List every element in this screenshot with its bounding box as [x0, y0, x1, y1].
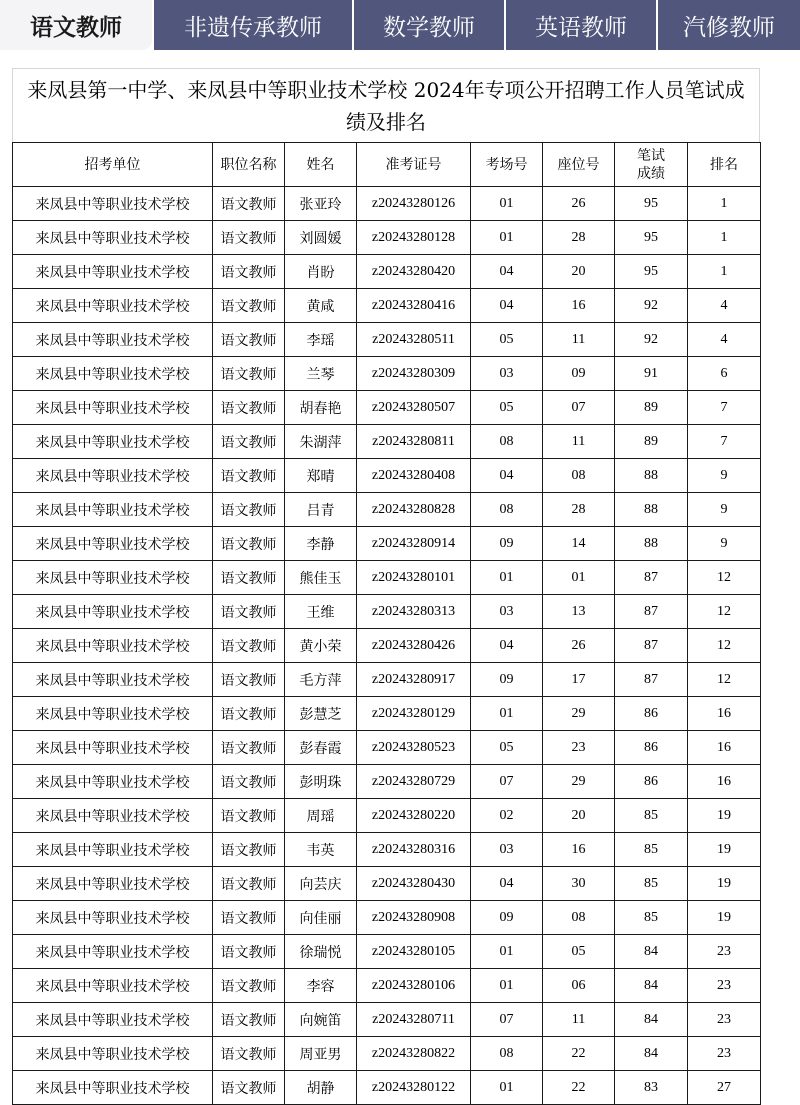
cell-unit: 来凤县中等职业技术学校 — [13, 867, 213, 901]
header-position: 职位名称 — [213, 143, 285, 187]
cell-position: 语文教师 — [213, 1003, 285, 1037]
cell-ticket: z20243280220 — [357, 799, 471, 833]
cell-rank: 12 — [688, 595, 761, 629]
table-row — [13, 527, 761, 561]
cell-score: 84 — [615, 935, 688, 969]
cell-rank: 23 — [688, 935, 761, 969]
cell-unit: 来凤县中等职业技术学校 — [13, 391, 213, 425]
table-row — [13, 1003, 761, 1037]
cell-room: 04 — [471, 255, 543, 289]
cell-position: 语文教师 — [213, 901, 285, 935]
cell-ticket: z20243280811 — [357, 425, 471, 459]
cell-unit: 来凤县中等职业技术学校 — [13, 323, 213, 357]
cell-name: 吕青 — [285, 493, 357, 527]
cell-seat: 13 — [543, 595, 615, 629]
cell-rank: 4 — [688, 323, 761, 357]
table-row — [13, 459, 761, 493]
cell-name: 李容 — [285, 969, 357, 1003]
header-unit: 招考单位 — [13, 143, 213, 187]
cell-name: 胡静 — [285, 1071, 357, 1105]
cell-rank: 7 — [688, 391, 761, 425]
table-row — [13, 221, 761, 255]
cell-unit: 来凤县中等职业技术学校 — [13, 1037, 213, 1071]
cell-score: 86 — [615, 765, 688, 799]
table-row — [13, 187, 761, 221]
cell-room: 09 — [471, 527, 543, 561]
cell-name: 胡春艳 — [285, 391, 357, 425]
table-row — [13, 357, 761, 391]
cell-unit: 来凤县中等职业技术学校 — [13, 459, 213, 493]
cell-position: 语文教师 — [213, 493, 285, 527]
table-row — [13, 255, 761, 289]
cell-unit: 来凤县中等职业技术学校 — [13, 357, 213, 391]
cell-ticket: z20243280420 — [357, 255, 471, 289]
table-row — [13, 935, 761, 969]
cell-ticket: z20243280106 — [357, 969, 471, 1003]
cell-name: 刘圆媛 — [285, 221, 357, 255]
cell-unit: 来凤县中等职业技术学校 — [13, 901, 213, 935]
cell-ticket: z20243280914 — [357, 527, 471, 561]
cell-position: 语文教师 — [213, 867, 285, 901]
cell-seat: 26 — [543, 187, 615, 221]
cell-seat: 14 — [543, 527, 615, 561]
header-seat: 座位号 — [543, 143, 615, 187]
cell-position: 语文教师 — [213, 697, 285, 731]
cell-position: 语文教师 — [213, 1071, 285, 1105]
cell-rank: 9 — [688, 459, 761, 493]
cell-unit: 来凤县中等职业技术学校 — [13, 527, 213, 561]
table-row — [13, 663, 761, 697]
cell-score: 84 — [615, 1037, 688, 1071]
cell-position: 语文教师 — [213, 663, 285, 697]
cell-score: 84 — [615, 1003, 688, 1037]
cell-rank: 19 — [688, 833, 761, 867]
cell-name: 彭明珠 — [285, 765, 357, 799]
table-row — [13, 765, 761, 799]
cell-rank: 23 — [688, 1003, 761, 1037]
cell-ticket: z20243280122 — [357, 1071, 471, 1105]
cell-score: 85 — [615, 833, 688, 867]
table-row — [13, 731, 761, 765]
cell-rank: 1 — [688, 255, 761, 289]
cell-seat: 01 — [543, 561, 615, 595]
cell-ticket: z20243280126 — [357, 187, 471, 221]
cell-rank: 12 — [688, 629, 761, 663]
cell-room: 03 — [471, 357, 543, 391]
cell-unit: 来凤县中等职业技术学校 — [13, 221, 213, 255]
cell-rank: 23 — [688, 1037, 761, 1071]
cell-ticket: z20243280828 — [357, 493, 471, 527]
cell-room: 05 — [471, 323, 543, 357]
cell-seat: 09 — [543, 357, 615, 391]
cell-seat: 11 — [543, 323, 615, 357]
cell-seat: 29 — [543, 697, 615, 731]
tab-auto-repair-teacher[interactable]: 汽修教师 — [658, 0, 800, 50]
cell-room: 01 — [471, 697, 543, 731]
cell-seat: 17 — [543, 663, 615, 697]
cell-ticket: z20243280416 — [357, 289, 471, 323]
cell-name: 李静 — [285, 527, 357, 561]
cell-unit: 来凤县中等职业技术学校 — [13, 493, 213, 527]
cell-name: 黄咸 — [285, 289, 357, 323]
cell-position: 语文教师 — [213, 629, 285, 663]
cell-score: 84 — [615, 969, 688, 1003]
tab-english-teacher[interactable]: 英语教师 — [506, 0, 656, 50]
cell-room: 04 — [471, 629, 543, 663]
cell-position: 语文教师 — [213, 459, 285, 493]
cell-score: 85 — [615, 799, 688, 833]
cell-rank: 16 — [688, 731, 761, 765]
cell-seat: 16 — [543, 289, 615, 323]
cell-seat: 05 — [543, 935, 615, 969]
cell-room: 09 — [471, 901, 543, 935]
cell-position: 语文教师 — [213, 187, 285, 221]
cell-unit: 来凤县中等职业技术学校 — [13, 1003, 213, 1037]
cell-ticket: z20243280128 — [357, 221, 471, 255]
cell-name: 徐瑞悦 — [285, 935, 357, 969]
cell-room: 08 — [471, 425, 543, 459]
cell-position: 语文教师 — [213, 561, 285, 595]
cell-ticket: z20243280408 — [357, 459, 471, 493]
tab-heritage-teacher[interactable]: 非遗传承教师 — [154, 0, 352, 50]
cell-unit: 来凤县中等职业技术学校 — [13, 765, 213, 799]
cell-score: 91 — [615, 357, 688, 391]
cell-name: 肖盼 — [285, 255, 357, 289]
cell-seat: 26 — [543, 629, 615, 663]
table-row — [13, 629, 761, 663]
cell-name: 彭慧芝 — [285, 697, 357, 731]
cell-score: 95 — [615, 221, 688, 255]
cell-score: 95 — [615, 187, 688, 221]
table-row — [13, 969, 761, 1003]
cell-rank: 4 — [688, 289, 761, 323]
cell-unit: 来凤县中等职业技术学校 — [13, 255, 213, 289]
cell-unit: 来凤县中等职业技术学校 — [13, 969, 213, 1003]
cell-position: 语文教师 — [213, 255, 285, 289]
cell-score: 87 — [615, 595, 688, 629]
cell-room: 01 — [471, 935, 543, 969]
cell-score: 89 — [615, 391, 688, 425]
cell-rank: 16 — [688, 697, 761, 731]
header-room: 考场号 — [471, 143, 543, 187]
cell-room: 01 — [471, 187, 543, 221]
cell-name: 熊佳玉 — [285, 561, 357, 595]
cell-room: 04 — [471, 867, 543, 901]
cell-seat: 08 — [543, 901, 615, 935]
header-score: 笔试成绩 — [615, 143, 688, 187]
cell-ticket: z20243280316 — [357, 833, 471, 867]
cell-seat: 23 — [543, 731, 615, 765]
cell-score: 87 — [615, 663, 688, 697]
cell-rank: 19 — [688, 867, 761, 901]
cell-name: 郑晴 — [285, 459, 357, 493]
cell-ticket: z20243280507 — [357, 391, 471, 425]
cell-name: 兰琴 — [285, 357, 357, 391]
cell-position: 语文教师 — [213, 289, 285, 323]
cell-seat: 22 — [543, 1071, 615, 1105]
cell-rank: 27 — [688, 1071, 761, 1105]
cell-name: 王维 — [285, 595, 357, 629]
cell-position: 语文教师 — [213, 799, 285, 833]
cell-position: 语文教师 — [213, 833, 285, 867]
cell-name: 向芸庆 — [285, 867, 357, 901]
cell-seat: 16 — [543, 833, 615, 867]
cell-rank: 12 — [688, 561, 761, 595]
cell-ticket: z20243280729 — [357, 765, 471, 799]
cell-room: 07 — [471, 765, 543, 799]
table-row — [13, 425, 761, 459]
cell-ticket: z20243280105 — [357, 935, 471, 969]
cell-unit: 来凤县中等职业技术学校 — [13, 697, 213, 731]
cell-unit: 来凤县中等职业技术学校 — [13, 425, 213, 459]
cell-score: 86 — [615, 731, 688, 765]
tab-chinese-teacher[interactable]: 语文教师 — [0, 0, 152, 50]
tab-bar — [0, 0, 800, 52]
cell-ticket: z20243280426 — [357, 629, 471, 663]
cell-name: 向佳丽 — [285, 901, 357, 935]
cell-room: 01 — [471, 1071, 543, 1105]
cell-position: 语文教师 — [213, 765, 285, 799]
cell-rank: 9 — [688, 527, 761, 561]
cell-position: 语文教师 — [213, 1037, 285, 1071]
cell-ticket: z20243280917 — [357, 663, 471, 697]
cell-unit: 来凤县中等职业技术学校 — [13, 629, 213, 663]
cell-rank: 1 — [688, 187, 761, 221]
cell-score: 88 — [615, 459, 688, 493]
table-row — [13, 289, 761, 323]
cell-room: 02 — [471, 799, 543, 833]
cell-unit: 来凤县中等职业技术学校 — [13, 833, 213, 867]
cell-name: 张亚玲 — [285, 187, 357, 221]
cell-room: 01 — [471, 561, 543, 595]
cell-position: 语文教师 — [213, 969, 285, 1003]
table-row — [13, 493, 761, 527]
table-header-row — [13, 143, 761, 187]
tab-math-teacher[interactable]: 数学教师 — [354, 0, 504, 50]
cell-seat: 22 — [543, 1037, 615, 1071]
table-row — [13, 323, 761, 357]
cell-name: 韦英 — [285, 833, 357, 867]
cell-position: 语文教师 — [213, 323, 285, 357]
cell-ticket: z20243280908 — [357, 901, 471, 935]
cell-name: 向婉笛 — [285, 1003, 357, 1037]
cell-room: 03 — [471, 833, 543, 867]
table-row — [13, 697, 761, 731]
cell-seat: 20 — [543, 255, 615, 289]
cell-unit: 来凤县中等职业技术学校 — [13, 289, 213, 323]
cell-seat: 08 — [543, 459, 615, 493]
cell-name: 周瑶 — [285, 799, 357, 833]
cell-position: 语文教师 — [213, 425, 285, 459]
header-name: 姓名 — [285, 143, 357, 187]
cell-ticket: z20243280313 — [357, 595, 471, 629]
table-row — [13, 867, 761, 901]
cell-seat: 20 — [543, 799, 615, 833]
cell-position: 语文教师 — [213, 221, 285, 255]
cell-score: 85 — [615, 901, 688, 935]
document-page — [12, 68, 760, 1098]
cell-rank: 1 — [688, 221, 761, 255]
cell-score: 89 — [615, 425, 688, 459]
cell-score: 83 — [615, 1071, 688, 1105]
cell-seat: 11 — [543, 425, 615, 459]
table-row — [13, 1037, 761, 1071]
cell-ticket: z20243280101 — [357, 561, 471, 595]
cell-score: 92 — [615, 323, 688, 357]
cell-unit: 来凤县中等职业技术学校 — [13, 799, 213, 833]
cell-position: 语文教师 — [213, 527, 285, 561]
cell-rank: 16 — [688, 765, 761, 799]
cell-ticket: z20243280523 — [357, 731, 471, 765]
cell-unit: 来凤县中等职业技术学校 — [13, 561, 213, 595]
cell-room: 09 — [471, 663, 543, 697]
cell-unit: 来凤县中等职业技术学校 — [13, 731, 213, 765]
cell-name: 李瑶 — [285, 323, 357, 357]
cell-ticket: z20243280711 — [357, 1003, 471, 1037]
cell-score: 95 — [615, 255, 688, 289]
cell-score: 87 — [615, 629, 688, 663]
table-row — [13, 1071, 761, 1105]
table-row — [13, 833, 761, 867]
cell-seat: 30 — [543, 867, 615, 901]
scores-table — [12, 142, 761, 1105]
cell-room: 05 — [471, 391, 543, 425]
cell-room: 04 — [471, 459, 543, 493]
cell-rank: 9 — [688, 493, 761, 527]
cell-position: 语文教师 — [213, 935, 285, 969]
cell-position: 语文教师 — [213, 391, 285, 425]
cell-rank: 12 — [688, 663, 761, 697]
cell-name: 朱湖萍 — [285, 425, 357, 459]
cell-position: 语文教师 — [213, 357, 285, 391]
header-rank: 排名 — [688, 143, 761, 187]
cell-unit: 来凤县中等职业技术学校 — [13, 935, 213, 969]
document-title: 来凤县第一中学、来凤县中等职业技术学校 2024年专项公开招聘工作人员笔试成绩及排名 — [12, 68, 760, 142]
table-row — [13, 901, 761, 935]
cell-ticket: z20243280430 — [357, 867, 471, 901]
cell-rank: 19 — [688, 799, 761, 833]
cell-rank: 6 — [688, 357, 761, 391]
cell-position: 语文教师 — [213, 731, 285, 765]
table-row — [13, 595, 761, 629]
table-row — [13, 561, 761, 595]
cell-ticket: z20243280511 — [357, 323, 471, 357]
cell-room: 03 — [471, 595, 543, 629]
cell-name: 彭春霞 — [285, 731, 357, 765]
cell-unit: 来凤县中等职业技术学校 — [13, 1071, 213, 1105]
cell-seat: 11 — [543, 1003, 615, 1037]
cell-room: 08 — [471, 493, 543, 527]
table-row — [13, 799, 761, 833]
cell-room: 04 — [471, 289, 543, 323]
cell-position: 语文教师 — [213, 595, 285, 629]
cell-ticket: z20243280129 — [357, 697, 471, 731]
cell-room: 01 — [471, 221, 543, 255]
cell-rank: 19 — [688, 901, 761, 935]
cell-room: 08 — [471, 1037, 543, 1071]
table-row — [13, 391, 761, 425]
cell-unit: 来凤县中等职业技术学校 — [13, 595, 213, 629]
cell-score: 87 — [615, 561, 688, 595]
cell-seat: 28 — [543, 493, 615, 527]
cell-score: 86 — [615, 697, 688, 731]
cell-name: 周亚男 — [285, 1037, 357, 1071]
cell-room: 01 — [471, 969, 543, 1003]
cell-seat: 28 — [543, 221, 615, 255]
cell-ticket: z20243280822 — [357, 1037, 471, 1071]
cell-score: 88 — [615, 493, 688, 527]
cell-seat: 29 — [543, 765, 615, 799]
cell-rank: 7 — [688, 425, 761, 459]
cell-rank: 23 — [688, 969, 761, 1003]
cell-score: 88 — [615, 527, 688, 561]
cell-unit: 来凤县中等职业技术学校 — [13, 187, 213, 221]
table-body — [13, 187, 761, 1105]
cell-name: 黄小荣 — [285, 629, 357, 663]
cell-seat: 06 — [543, 969, 615, 1003]
cell-name: 毛方萍 — [285, 663, 357, 697]
cell-score: 92 — [615, 289, 688, 323]
cell-unit: 来凤县中等职业技术学校 — [13, 663, 213, 697]
header-ticket: 准考证号 — [357, 143, 471, 187]
cell-room: 05 — [471, 731, 543, 765]
cell-seat: 07 — [543, 391, 615, 425]
cell-room: 07 — [471, 1003, 543, 1037]
cell-score: 85 — [615, 867, 688, 901]
cell-ticket: z20243280309 — [357, 357, 471, 391]
